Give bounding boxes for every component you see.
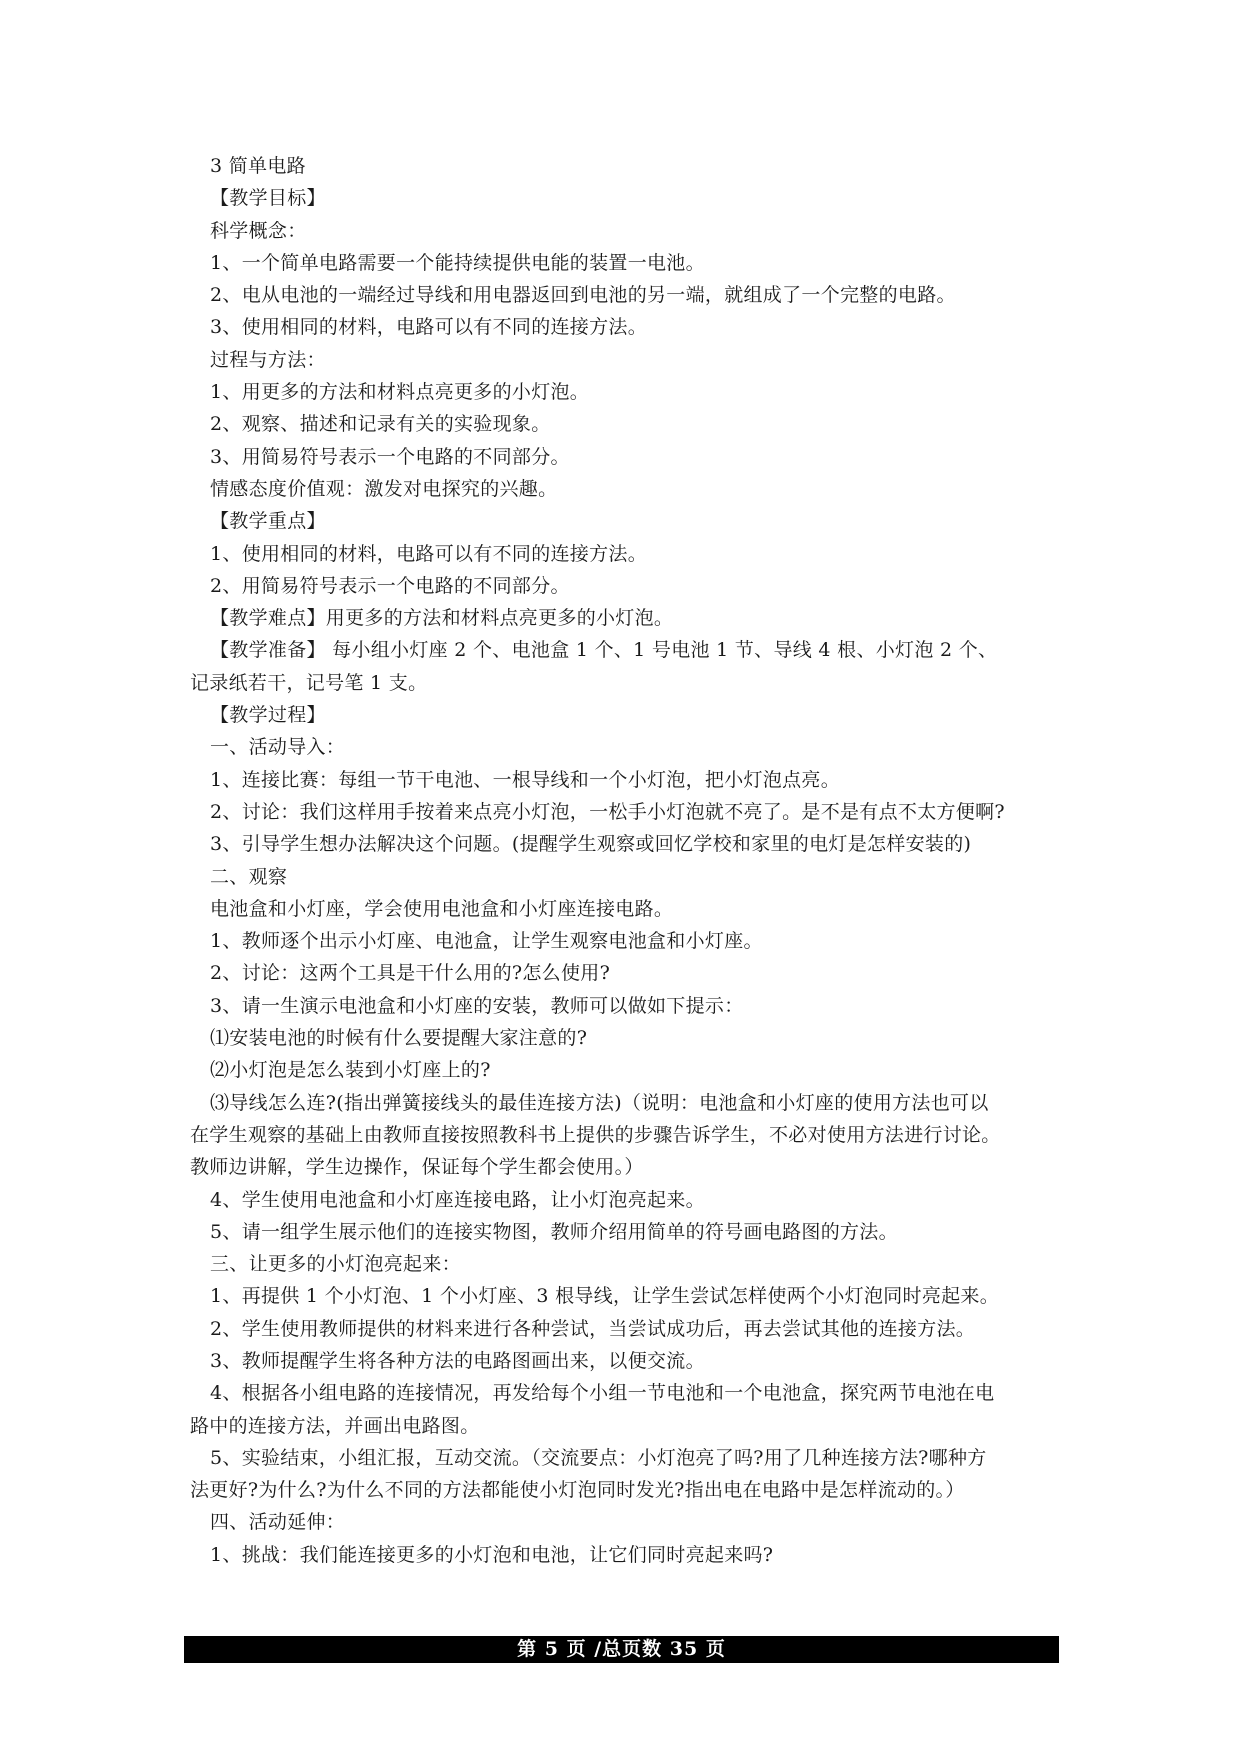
text-line: 路中的连接方法，并画出电路图。	[190, 1414, 480, 1437]
text-line: 在学生观察的基础上由教师直接按照教科书上提供的步骤告诉学生，不必对使用方法进行讨论。	[190, 1123, 1001, 1146]
text-line: 法更好?为什么?为什么不同的方法都能使小灯泡同时发光?指出电在电路中是怎样流动的。）	[190, 1479, 965, 1502]
text-line: 3、引导学生想办法解决这个问题。(提醒学生观察或回忆学校和家里的电灯是怎样安装的)	[210, 833, 972, 856]
text-line: ⑶导线怎么连?(指出弹簧接线头的最佳连接方法)（说明：电池盒和小灯座的使用方法也可以	[210, 1091, 989, 1114]
text-line: 1、用更多的方法和材料点亮更多的小灯泡。	[210, 381, 590, 404]
section-heading-key-points: 【教学重点】	[210, 510, 326, 533]
section-heading-process: 【教学过程】	[210, 704, 326, 727]
text-line: 1、挑战：我们能连接更多的小灯泡和电池，让它们同时亮起来吗?	[210, 1543, 774, 1566]
subheading-extension: 四、活动延伸：	[210, 1511, 346, 1534]
document-body	[190, 150, 1070, 1571]
text-line: ⑵小灯泡是怎么装到小灯座上的?	[210, 1059, 491, 1082]
text-line: 3、用简易符号表示一个电路的不同部分。	[210, 445, 570, 468]
text-line: 5、请一组学生展示他们的连接实物图，教师介绍用简单的符号画电路图的方法。	[210, 1220, 898, 1243]
text-line: 2、用简易符号表示一个电路的不同部分。	[210, 574, 570, 597]
text-line: 情感态度价值观：激发对电探究的兴趣。	[210, 477, 558, 500]
text-line: 1、再提供 1 个小灯泡、1 个小灯座、3 根导线，让学生尝试怎样使两个小灯泡同时亮起来。	[210, 1285, 1000, 1308]
text-line: 5、实验结束，小组汇报，互动交流。（交流要点：小灯泡亮了吗?用了几种连接方法?哪种方	[210, 1446, 987, 1469]
text-line: 2、讨论：我们这样用手按着来点亮小灯泡，一松手小灯泡就不亮了。是不是有点不太方便啊?	[210, 800, 1005, 823]
text-line: 教师边讲解，学生边操作，保证每个学生都会使用。）	[190, 1156, 644, 1179]
text-line: ⑴安装电池的时候有什么要提醒大家注意的?	[210, 1027, 588, 1050]
text-line: 4、根据各小组电路的连接情况，再发给每个小组一节电池和一个电池盒，探究两节电池在电	[210, 1382, 995, 1405]
text-line: 1、连接比赛：每组一节干电池、一根导线和一个小灯泡，把小灯泡点亮。	[210, 768, 840, 791]
text-line: 2、学生使用教师提供的材料来进行各种尝试，当尝试成功后，再去尝试其他的连接方法。	[210, 1317, 976, 1340]
text-line: 1、使用相同的材料，电路可以有不同的连接方法。	[210, 542, 647, 565]
text-line: 3、请一生演示电池盒和小灯座的安装，教师可以做如下提示：	[210, 994, 744, 1017]
section-heading-preparation: 【教学准备】 每小组小灯座 2 个、电池盒 1 个、1 号电池 1 节、导线 4 根、小灯泡 2 个、	[210, 639, 998, 662]
page-footer	[184, 1636, 1059, 1663]
text-line: 2、电从电池的一端经过导线和用电器返回到电池的另一端，就组成了一个完整的电路。	[210, 284, 956, 307]
text-line: 电池盒和小灯座，学会使用电池盒和小灯座连接电路。	[210, 897, 674, 920]
text-line: 3、教师提醒学生将各种方法的电路图画出来，以便交流。	[210, 1349, 705, 1372]
text-line: 4、学生使用电池盒和小灯座连接电路，让小灯泡亮起来。	[210, 1188, 705, 1211]
subheading-more-bulbs: 三、让更多的小灯泡亮起来：	[210, 1253, 461, 1276]
text-line: 2、讨论：这两个工具是干什么用的?怎么使用?	[210, 962, 611, 985]
lesson-title: 3 简单电路	[210, 155, 306, 177]
text-line: 3、使用相同的材料，电路可以有不同的连接方法。	[210, 316, 647, 339]
section-heading-objectives: 【教学目标】	[210, 187, 326, 210]
text-line: 1、教师逐个出示小灯座、电池盒，让学生观察电池盒和小灯座。	[210, 930, 763, 953]
page-number-label: 第 5 页 /总页数 35 页	[517, 1638, 726, 1660]
text-line: 记录纸若干，记号笔 1 支。	[190, 671, 428, 694]
text-line: 1、一个简单电路需要一个能持续提供电能的装置一电池。	[210, 251, 705, 274]
subheading-concepts: 科学概念：	[210, 219, 307, 242]
section-heading-difficulty: 【教学难点】用更多的方法和材料点亮更多的小灯泡。	[210, 607, 674, 630]
subheading-observe: 二、观察	[210, 865, 288, 888]
subheading-methods: 过程与方法：	[210, 348, 326, 371]
subheading-intro: 一、活动导入：	[210, 736, 346, 759]
text-line: 2、观察、描述和记录有关的实验现象。	[210, 413, 551, 436]
